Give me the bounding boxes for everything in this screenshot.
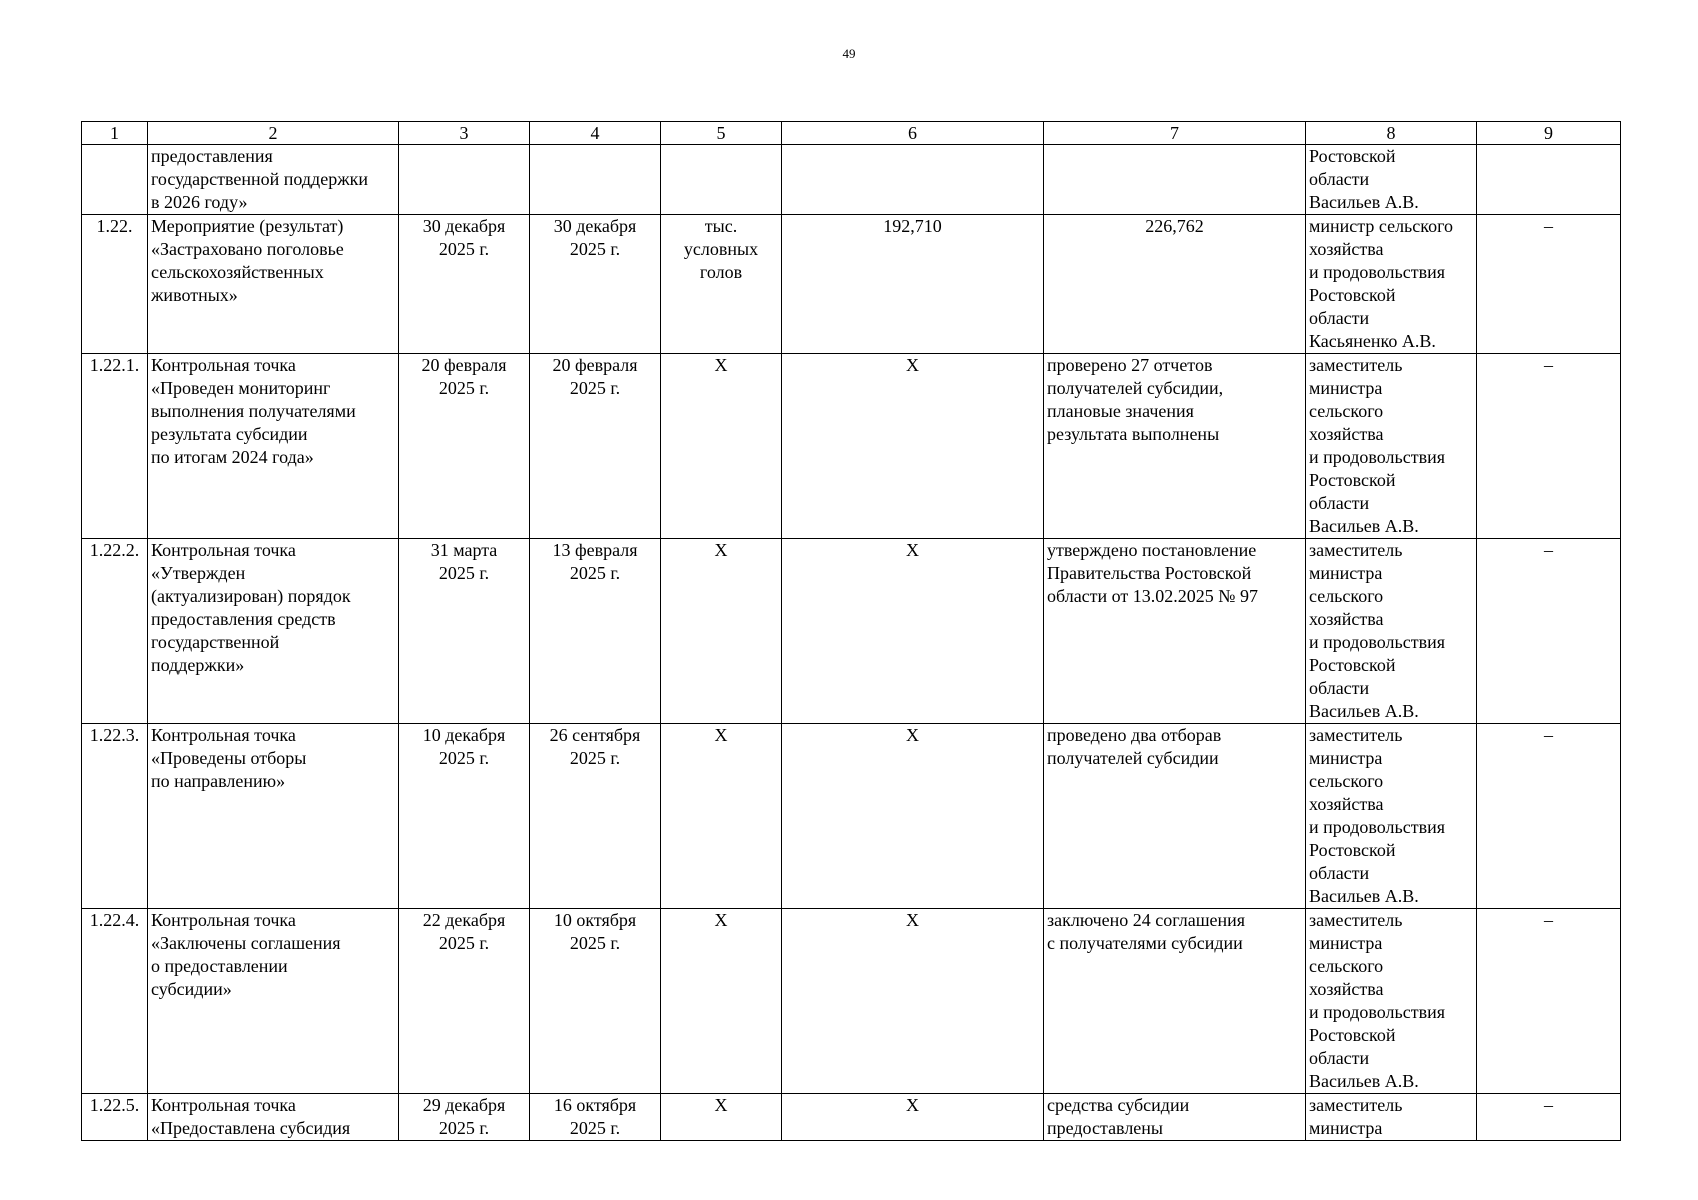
column-number: 9 bbox=[1477, 122, 1621, 145]
fact-date: 10 октября 2025 г. bbox=[530, 909, 661, 1094]
table-row bbox=[82, 354, 1621, 539]
note bbox=[1477, 145, 1621, 215]
plan-value: 192,710 bbox=[782, 215, 1044, 354]
column-number: 2 bbox=[148, 122, 399, 145]
column-number: 6 bbox=[782, 122, 1044, 145]
fact-value: проверено 27 отчетов получателей субсидии, плановые значения результата выполнены bbox=[1044, 354, 1306, 539]
fact-value: заключено 24 соглашения с получателями субсидии bbox=[1044, 909, 1306, 1094]
responsible: заместитель министра сельского хозяйства и продовольствия Ростовской области Васильев А.В. bbox=[1306, 354, 1477, 539]
fact-value bbox=[1044, 145, 1306, 215]
row-number: 1.22.4. bbox=[82, 909, 148, 1094]
plan-value: Х bbox=[782, 909, 1044, 1094]
responsible: Ростовской области Васильев А.В. bbox=[1306, 145, 1477, 215]
row-number bbox=[82, 145, 148, 215]
fact-value: 226,762 bbox=[1044, 215, 1306, 354]
plan-value: Х bbox=[782, 1094, 1044, 1141]
column-number: 4 bbox=[530, 122, 661, 145]
note: – bbox=[1477, 724, 1621, 909]
unit: Х bbox=[661, 909, 782, 1094]
plan-value: Х bbox=[782, 724, 1044, 909]
row-name: Контрольная точка «Заключены соглашения о предоставлении субсидии» bbox=[148, 909, 399, 1094]
plan-value: Х bbox=[782, 354, 1044, 539]
row-name: Контрольная точка «Утвержден (актуализирован) порядок предоставления средств государственной поддержки» bbox=[148, 539, 399, 724]
column-number: 5 bbox=[661, 122, 782, 145]
unit: Х bbox=[661, 1094, 782, 1141]
fact-value: утверждено постановление Правительства Ростовской области от 13.02.2025 № 97 bbox=[1044, 539, 1306, 724]
unit: Х bbox=[661, 539, 782, 724]
fact-value: проведено два отборав получателей субсидии bbox=[1044, 724, 1306, 909]
row-number: 1.22.5. bbox=[82, 1094, 148, 1141]
table-row bbox=[82, 215, 1621, 354]
fact-value: средства субсидии предоставлены bbox=[1044, 1094, 1306, 1141]
column-number: 3 bbox=[399, 122, 530, 145]
note: – bbox=[1477, 354, 1621, 539]
table-row bbox=[82, 145, 1621, 215]
column-number: 1 bbox=[82, 122, 148, 145]
row-number: 1.22. bbox=[82, 215, 148, 354]
responsible: заместитель министра bbox=[1306, 1094, 1477, 1141]
row-name: предоставления государственной поддержки в 2026 году» bbox=[148, 145, 399, 215]
responsible: заместитель министра сельского хозяйства и продовольствия Ростовской области Васильев А.В. bbox=[1306, 909, 1477, 1094]
row-number: 1.22.2. bbox=[82, 539, 148, 724]
fact-date bbox=[530, 145, 661, 215]
table-row bbox=[82, 909, 1621, 1094]
row-name: Мероприятие (результат) «Застраховано поголовье сельскохозяйственных животных» bbox=[148, 215, 399, 354]
unit: тыс. условных голов bbox=[661, 215, 782, 354]
table-row bbox=[82, 539, 1621, 724]
note: – bbox=[1477, 215, 1621, 354]
row-name: Контрольная точка «Проведены отборы по направлению» bbox=[148, 724, 399, 909]
fact-date: 13 февраля 2025 г. bbox=[530, 539, 661, 724]
responsible: министр сельского хозяйства и продовольствия Ростовской области Касьяненко А.В. bbox=[1306, 215, 1477, 354]
row-name: Контрольная точка «Предоставлена субсидия bbox=[148, 1094, 399, 1141]
plan-date bbox=[399, 145, 530, 215]
page-number: 49 bbox=[842, 46, 856, 61]
plan-date: 30 декабря 2025 г. bbox=[399, 215, 530, 354]
row-number: 1.22.1. bbox=[82, 354, 148, 539]
plan-date: 20 февраля 2025 г. bbox=[399, 354, 530, 539]
note: – bbox=[1477, 1094, 1621, 1141]
table-row bbox=[82, 724, 1621, 909]
column-number: 8 bbox=[1306, 122, 1477, 145]
unit: Х bbox=[661, 354, 782, 539]
responsible: заместитель министра сельского хозяйства и продовольствия Ростовской области Васильев А.В. bbox=[1306, 539, 1477, 724]
fact-date: 26 сентября 2025 г. bbox=[530, 724, 661, 909]
plan-date: 10 декабря 2025 г. bbox=[399, 724, 530, 909]
column-number: 7 bbox=[1044, 122, 1306, 145]
plan-date: 22 декабря 2025 г. bbox=[399, 909, 530, 1094]
column-number-row bbox=[82, 122, 1621, 145]
fact-date: 30 декабря 2025 г. bbox=[530, 215, 661, 354]
plan-date: 31 марта 2025 г. bbox=[399, 539, 530, 724]
table-row bbox=[82, 1094, 1621, 1141]
fact-date: 16 октября 2025 г. bbox=[530, 1094, 661, 1141]
row-name: Контрольная точка «Проведен мониторинг выполнения получателями результата субсидии по итогам 2024 года» bbox=[148, 354, 399, 539]
plan-value bbox=[782, 145, 1044, 215]
fact-date: 20 февраля 2025 г. bbox=[530, 354, 661, 539]
note: – bbox=[1477, 909, 1621, 1094]
row-number: 1.22.3. bbox=[82, 724, 148, 909]
plan-date: 29 декабря 2025 г. bbox=[399, 1094, 530, 1141]
report-table bbox=[81, 121, 1621, 1141]
responsible: заместитель министра сельского хозяйства и продовольствия Ростовской области Васильев А.В. bbox=[1306, 724, 1477, 909]
unit bbox=[661, 145, 782, 215]
note: – bbox=[1477, 539, 1621, 724]
plan-value: Х bbox=[782, 539, 1044, 724]
unit: Х bbox=[661, 724, 782, 909]
